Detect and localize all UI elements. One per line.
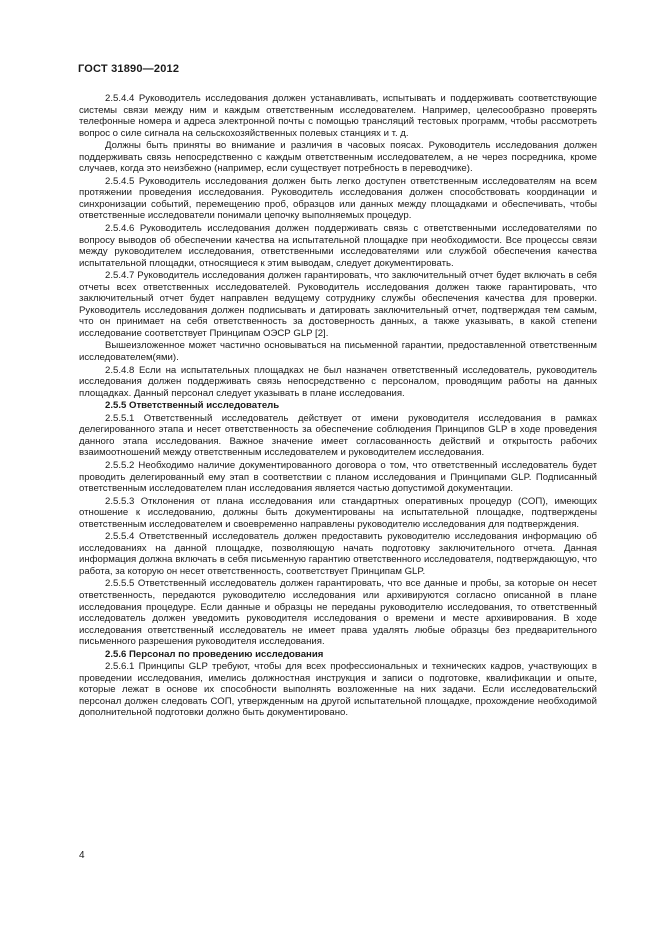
paragraph-written-guarantee: Вышеизложенное может частично основываться на письменной гарантии, предоставленной ответственным исследователем(ями). [79,340,597,364]
paragraph-2-5-5-4: 2.5.5.4 Ответственный исследователь должен предоставить руководителю исследования информацию об исследованиях на данной площадке, позволяющую начать подготовку заключительного отчета. Данная информация должна включать в себя письменную гарантию ответственного исследователя, подтверждающую, что работа, за которую он несет ответственность, соответствует Принципам GLP. [79,531,597,577]
paragraph-2-5-4-4: 2.5.4.4 Руководитель исследования должен устанавливать, испытывать и поддерживать соответствующие системы связи между ним и каждым ответственным исследователем. Например, целесообразно проверять телефонные номера и адреса электронной почты с помощью трансляций тестовых программ, чтобы рассмотреть вопрос о силе сигнала на сельскохозяйственных полевых станциях и т. д. [79,93,597,139]
paragraph-2-5-4-6: 2.5.4.6 Руководитель исследования должен поддерживать связь с ответственными исследователями по вопросу выводов об обеспечении качества на испытательной площадке при необходимости. Все процессы связи между руководителем исследования, ответственными исследователями или службой обеспечения качества испытательной площадки, относящиеся к этим выводам, следует документировать. [79,223,597,269]
document-header: ГОСТ 31890—2012 [78,63,180,75]
paragraph-2-5-5-1: 2.5.5.1 Ответственный исследователь действует от имени руководителя исследования в рамках делегированного этапа и несет ответственность за обеспечение соблюдения Принципов GLP в ходе проведения данного этапа исследования. Важное значение имеет согласованность действий и открытость рабочих взаимоотношений между ответственным исследователем и руководителем исследования. [79,412,597,459]
section-heading-2-5-5: 2.5.5 Ответственный исследователь [105,400,280,412]
document-body [79,93,597,720]
paragraph-2-5-5-5: 2.5.5.5 Ответственный исследователь должен гарантировать, что все данные и пробы, за которые он несет ответственность, передаются руководителю исследования или архивируются согласно описанной в плане исследования процедуре. Если данные и образцы не переданы руководителю исследования, то ответственный исследователь должен уведомить руководителя исследования о времени и месте архивирования. В ходе исследования ответственный исследователь не имеет права удалять любые образцы без предварительного письменного разрешения руководителя исследования. [79,578,597,648]
paragraph-timezones: Должны быть приняты во внимание и различия в часовых поясах. Руководитель исследования должен поддерживать связь непосредственно с каждым ответственным исследователем, а не через посредника, кроме случаев, когда это неизбежно (например, если существует потребность в переводчике). [79,140,597,175]
paragraph-2-5-5-2: 2.5.5.2 Необходимо наличие документированного договора о том, что ответственный исследователь будет проводить делегированный ему этап в соответствии с планом исследования и Принципами GLP. Подписанный ответственным исследователем план исследования является частью допустимой документации. [79,459,597,495]
paragraph-2-5-6-1: 2.5.6.1 Принципы GLP требуют, чтобы для всех профессиональных и технических кадров, участвующих в проведении исследования, имелись должностная инструкция и записи о подготовке, квалификации и опыте, которые лежат в основе их способности выполнять возложенные на них задачи. Если исследовательский персонал должен следовать СОП, утвержденным на другой испытательной площадке, прохождение необходимой дополнительной подготовки должно быть документировано. [79,661,597,719]
page-number: 4 [79,850,85,861]
section-heading-2-5-6: 2.5.6 Персонал по проведению исследования [105,648,324,660]
paragraph-2-5-4-5: 2.5.4.5 Руководитель исследования должен быть легко доступен ответственным исследователям на всем протяжении проведения исследования. Руководитель исследования должен способствовать координации и синхронизации событий, перемещению проб, образцов или данных между площадками и обеспечивать, чтобы ответственные исследователи понимали цепочку выполняемых процедур. [79,175,597,222]
paragraph-2-5-5-3: 2.5.5.3 Отклонения от плана исследования или стандартных оперативных процедур (СОП), имеющих отношение к исследованию, должны быть документированы на испытательной площадке, подтверждены ответственным исследователем и своевременно направлены руководителю исследования для подтверждения. [79,495,597,530]
paragraph-2-5-4-7: 2.5.4.7 Руководитель исследования должен гарантировать, что заключительный отчет будет включать в себя отчеты всех ответственных исследователей. Руководитель исследования должен также гарантировать, что заключительный отчет будет направлен ведущему сотруднику службы обеспечения качества для проверки. Руководитель исследования должен подписывать и датировать заключительный отчет, подтверждая тем самым, что он принимает на себя ответственность за достоверность данных, а также указывать, в какой степени исследование соответствует Принципам ОЭСР GLP [2]. [79,270,597,339]
paragraph-2-5-4-8: 2.5.4.8 Если на испытательных площадках не был назначен ответственный исследователь, руководитель исследования должен поддерживать связь непосредственно с персоналом, проводящим работы на данных площадках. Данный персонал следует указывать в плане исследования. [79,364,597,399]
